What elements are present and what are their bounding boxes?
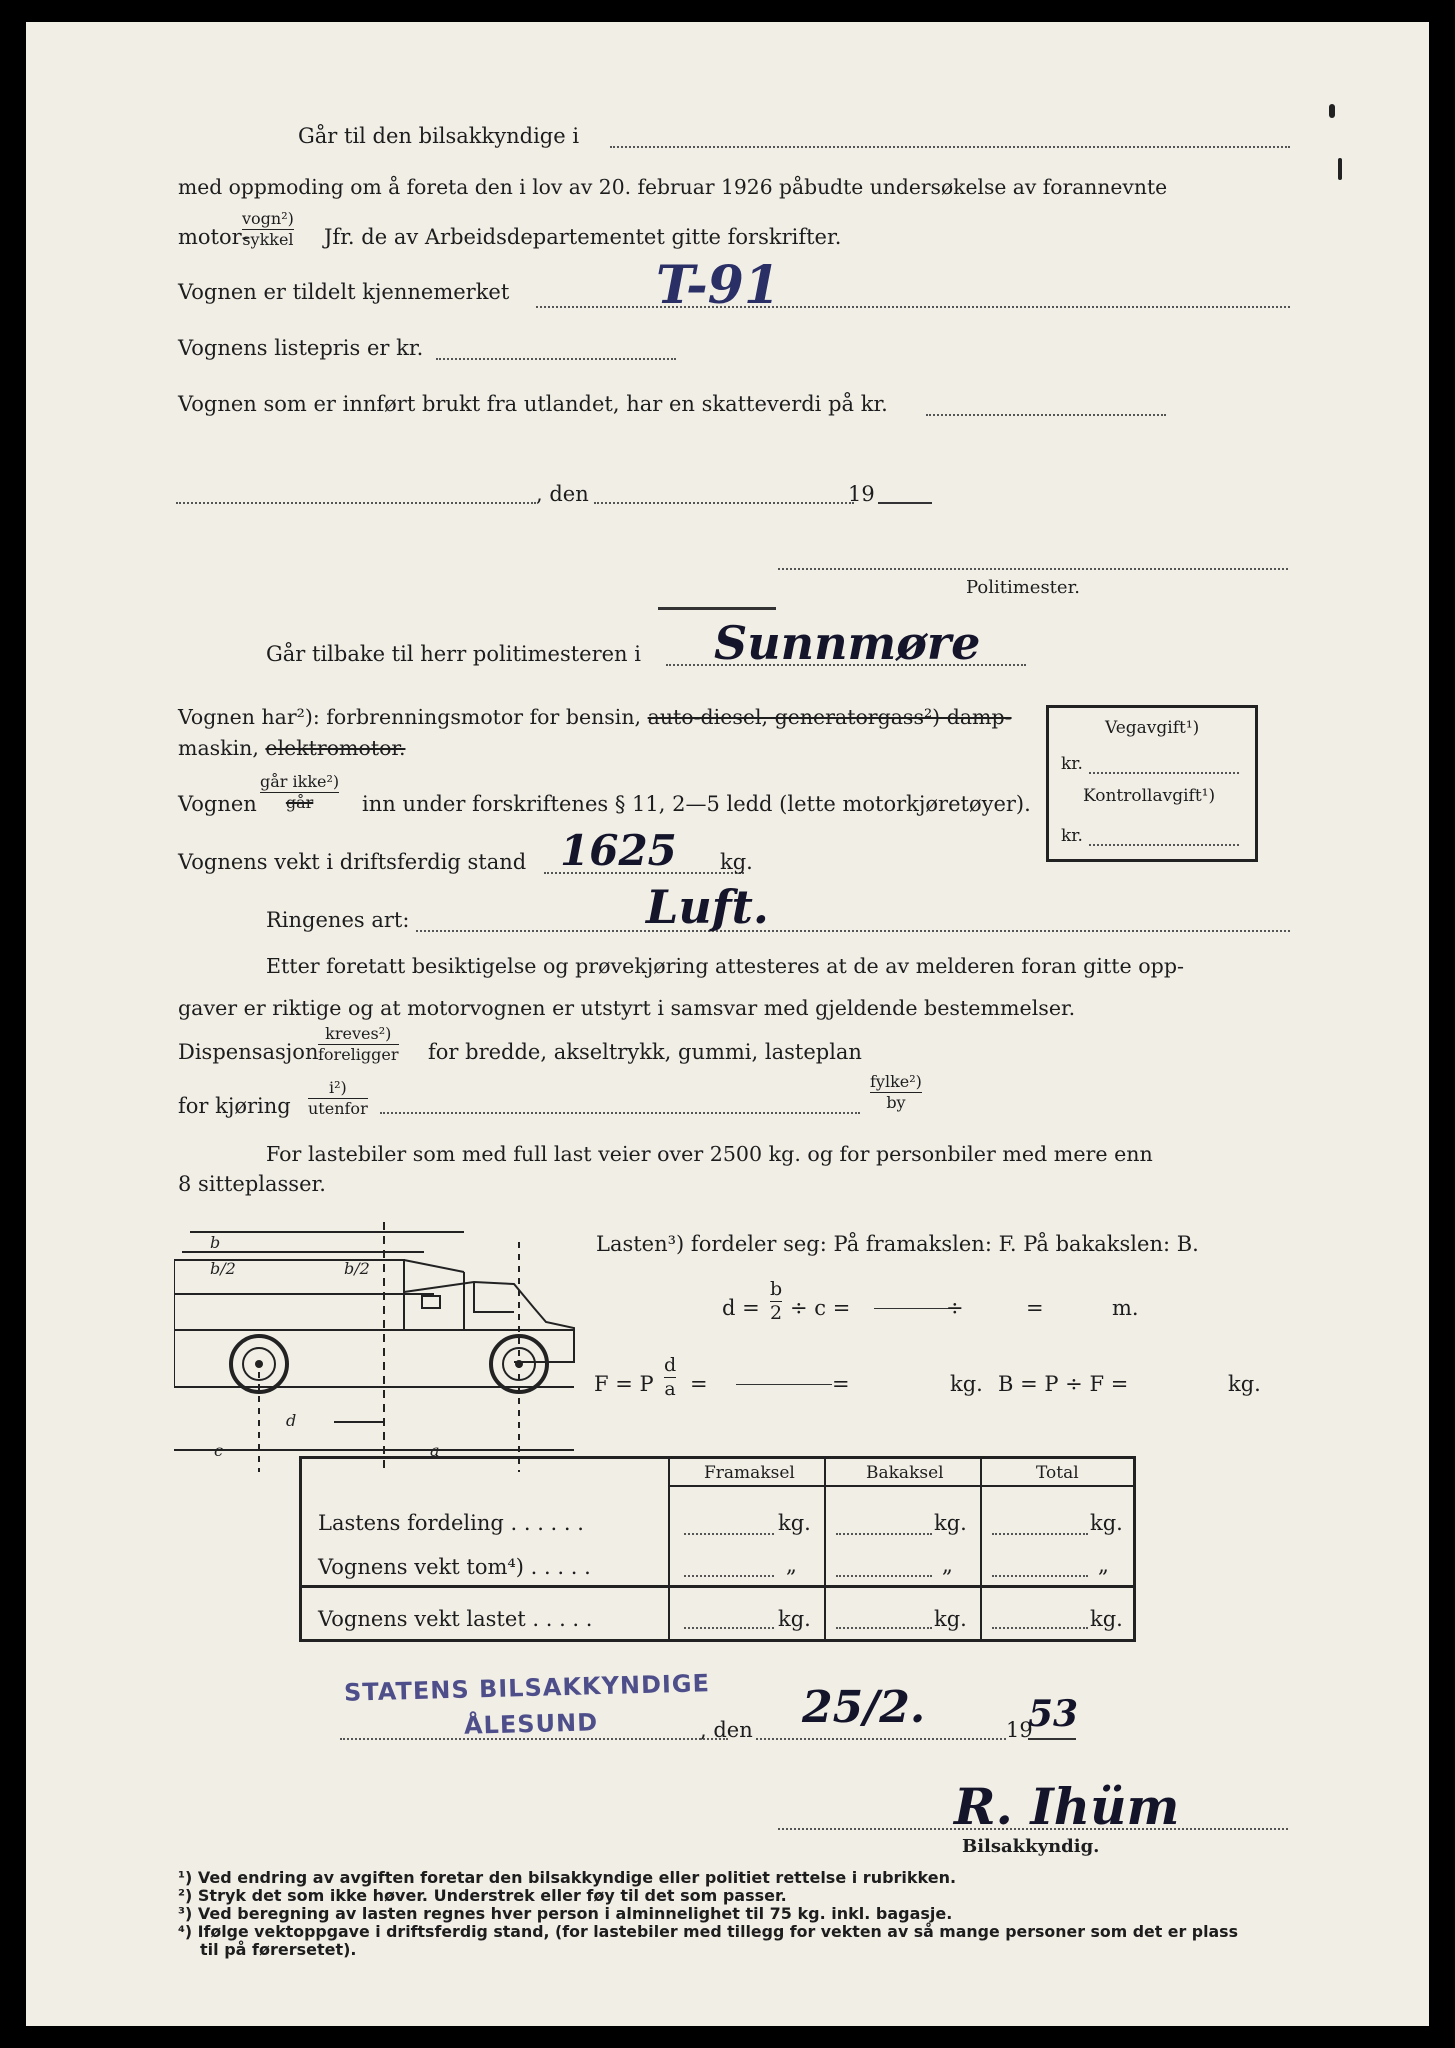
diagram-label-b-half-2: b/2 — [344, 1259, 370, 1278]
form-page — [26, 22, 1429, 2026]
gaar-fraction: går ikke²) går — [260, 772, 340, 812]
road-tax-kr-label: kr. — [1061, 754, 1083, 774]
header-total: Total — [1036, 1463, 1079, 1483]
formula-d-suffix: ÷ c = — [790, 1296, 851, 1320]
date-field[interactable] — [594, 502, 854, 504]
empty-total-ditto: „ — [1098, 1553, 1109, 1577]
registration-label: Vognen er tildelt kjennemerket — [178, 280, 510, 304]
separator-line — [658, 607, 776, 610]
tyre-type-value: Luft. — [646, 880, 769, 934]
row-label-load: Lastens fordeling . . . . . . — [318, 1511, 584, 1535]
lette-prefix: Vognen — [178, 792, 257, 816]
driving-fraction: i²) utenfor — [308, 1078, 368, 1118]
loaded-rear-field[interactable] — [836, 1627, 932, 1629]
engine-label-line2: maskin, elektromotor. — [178, 736, 406, 760]
loaded-front-field[interactable] — [684, 1627, 774, 1629]
truck-rule-2: 8 sitteplasser. — [178, 1172, 326, 1196]
tyre-type-label: Ringenes art: — [266, 908, 410, 932]
formula-b-unit: kg. — [1228, 1372, 1261, 1396]
road-tax-field[interactable] — [1089, 772, 1239, 774]
request-text: med oppmoding om å foreta den i lov av 20. februar 1926 påbudte undersøkelse av forannevnte — [178, 175, 1168, 199]
load-front-field[interactable] — [684, 1533, 774, 1535]
driving-area-field[interactable] — [380, 1112, 860, 1114]
signoff-year-prefix: 19 — [1006, 1718, 1033, 1742]
bilsakkyndig-label: Bilsakkyndig. — [962, 1836, 1100, 1857]
road-tax-label: Vegavgift¹) — [1105, 718, 1200, 738]
formula-f-equals-1: = — [690, 1372, 708, 1396]
load-rear-field[interactable] — [836, 1533, 932, 1535]
formula-f-prefix: F = P — [594, 1372, 654, 1396]
registration-field[interactable] — [536, 306, 1290, 308]
formula-f-unit: kg. — [950, 1372, 983, 1396]
signoff-year-field[interactable] — [1028, 1738, 1076, 1740]
table-header-rule — [668, 1485, 1133, 1487]
edge-mark — [1329, 104, 1335, 118]
empty-front-ditto: „ — [786, 1553, 797, 1577]
stamp-line-2: ÅLESUND — [463, 1708, 599, 1740]
goes-to-label: Går til den bilsakkyndige i — [298, 124, 580, 148]
weight-value: 1625 — [560, 826, 677, 875]
year-field[interactable] — [878, 502, 932, 504]
signoff-date-field[interactable] — [756, 1738, 1006, 1740]
attest-text-1: Etter foretatt besiktigelse og prøvekjøring attesteres at de av melderen foran gitte opp- — [266, 954, 1184, 978]
formula-d-unit: m. — [1112, 1296, 1139, 1320]
footnote-1: ¹) Ved endring av avgiften foretar den bilsakkyndige eller politiet rettelse i rubrikken. — [178, 1868, 957, 1887]
signoff-place-field[interactable] — [340, 1738, 728, 1740]
row-label-loaded: Vognens vekt lastet . . . . . — [318, 1607, 593, 1631]
engine-label: Vognen har²): forbrenningsmotor for bensin, auto-diesel, generatorgass²) damp- — [178, 705, 1012, 729]
formula-d-fraction: $\frac{b}{2}$ — [770, 1278, 783, 1324]
dispensation-label: Dispensasjon — [178, 1040, 319, 1064]
load-front-unit: kg. — [778, 1511, 811, 1535]
weight-unit: kg. — [720, 850, 753, 874]
tyre-type-field[interactable] — [416, 930, 1290, 932]
footnote-2: ²) Stryk det som ikke høver. Understrek eller føy til det som passer. — [178, 1886, 787, 1905]
formula-b: B = P ÷ F = — [998, 1372, 1129, 1396]
date-den-label: , den — [536, 482, 589, 506]
attest-text-2: gaver er riktige og at motorvognen er utstyrt i samsvar med gjeldende bestemmelser. — [178, 996, 1076, 1020]
load-distribution-label: Lasten³) fordeler seg: På framakslen: F. På bakakslen: B. — [596, 1232, 1199, 1256]
formula-d-equals: = — [1026, 1296, 1044, 1320]
dispensation-text: for bredde, akseltrykk, gummi, lasteplan — [428, 1040, 862, 1064]
formula-f-equals-2: = — [832, 1372, 850, 1396]
load-total-field[interactable] — [992, 1533, 1088, 1535]
loaded-rear-unit: kg. — [934, 1607, 967, 1631]
footnote-4-cont: til på førersetet). — [200, 1940, 357, 1959]
dispensation-fraction: kreves²) foreligger — [318, 1024, 399, 1064]
politimester-label: Politimester. — [966, 577, 1080, 598]
row-label-empty: Vognens vekt tom⁴) . . . . . — [318, 1555, 591, 1579]
list-price-field[interactable] — [436, 358, 676, 360]
weight-label: Vognens vekt i driftsferdig stand — [178, 850, 527, 874]
control-fee-kr-label: kr. — [1061, 826, 1083, 846]
footnote-4: ⁴) Ifølge vektoppgave i driftsferdig stand, (for lastebiler med tillegg for vekten av så mange personer som det er plass — [178, 1922, 1238, 1941]
control-fee-field[interactable] — [1089, 844, 1239, 846]
signoff-den-label: , den — [700, 1718, 753, 1742]
lette-text: inn under forskriftenes § 11, 2—5 ledd (lette motorkjøretøyer). — [362, 792, 1031, 816]
formula-f-fraction: $\frac{d}{a}$ — [664, 1354, 677, 1400]
return-place-value: Sunnmøre — [714, 616, 981, 670]
list-price-label: Vognens listepris er kr. — [178, 336, 424, 360]
registration-value: T-91 — [656, 255, 781, 316]
load-total-unit: kg. — [1090, 1511, 1123, 1535]
empty-rear-ditto: „ — [942, 1553, 953, 1577]
signoff-year-value: 53 — [1028, 1693, 1079, 1735]
diagram-label-b: b — [210, 1233, 221, 1252]
politimester-signature-line[interactable] — [778, 568, 1288, 570]
loaded-total-field[interactable] — [992, 1627, 1088, 1629]
stamp-line-1: STATENS BILSAKKYNDIGE — [343, 1669, 711, 1707]
truck-diagram — [174, 1212, 594, 1472]
bilsakkyndig-signature: R. Ihüm — [954, 1777, 1180, 1836]
header-front-axle: Framaksel — [704, 1463, 795, 1483]
table-rule — [302, 1585, 1133, 1588]
vogn-sykkel-fraction: vogn²) sykkel — [242, 209, 294, 249]
motor-prefix: motor- — [178, 225, 249, 249]
footnote-3: ³) Ved beregning av lasten regnes hver person i alminnelighet til 75 kg. inkl. bagasje. — [178, 1904, 953, 1923]
place-field[interactable] — [176, 502, 536, 504]
empty-rear-field[interactable] — [836, 1575, 932, 1577]
formula-f-blank[interactable] — [736, 1384, 832, 1385]
diagram-label-d: d — [286, 1411, 297, 1430]
header-rear-axle: Bakaksel — [866, 1463, 944, 1483]
diagram-label-a: a — [430, 1441, 440, 1460]
load-distribution-table — [299, 1456, 1136, 1642]
bilsakkyndige-place-field[interactable] — [610, 146, 1290, 148]
empty-total-field[interactable] — [992, 1575, 1088, 1577]
control-fee-label: Kontrollavgift¹) — [1083, 786, 1216, 806]
empty-front-field[interactable] — [684, 1575, 774, 1577]
return-label: Går tilbake til herr politimesteren i — [266, 642, 641, 666]
fylke-fraction: fylke²) by — [870, 1072, 922, 1112]
fee-box — [1046, 705, 1258, 862]
truck-rule-1: For lastebiler som med full last veier over 2500 kg. og for personbiler med mere enn — [266, 1142, 1153, 1166]
load-rear-unit: kg. — [934, 1511, 967, 1535]
year-prefix-label: 19 — [848, 482, 875, 506]
driving-label: for kjøring — [178, 1094, 291, 1118]
formula-d-prefix: d = — [722, 1296, 760, 1320]
loaded-total-unit: kg. — [1090, 1607, 1123, 1631]
regulations-text: Jfr. de av Arbeidsdepartementet gitte forskrifter. — [324, 225, 842, 249]
diagram-label-b-half-1: b/2 — [210, 1259, 236, 1278]
signoff-date-value: 25/2. — [802, 1682, 926, 1733]
formula-d-divide: ÷ — [946, 1296, 964, 1320]
loaded-front-unit: kg. — [778, 1607, 811, 1631]
tax-value-label: Vognen som er innført brukt fra utlandet, har en skatteverdi på kr. — [178, 392, 888, 416]
tax-value-field[interactable] — [926, 414, 1166, 416]
diagram-label-c: c — [214, 1441, 223, 1460]
edge-mark — [1338, 158, 1342, 180]
